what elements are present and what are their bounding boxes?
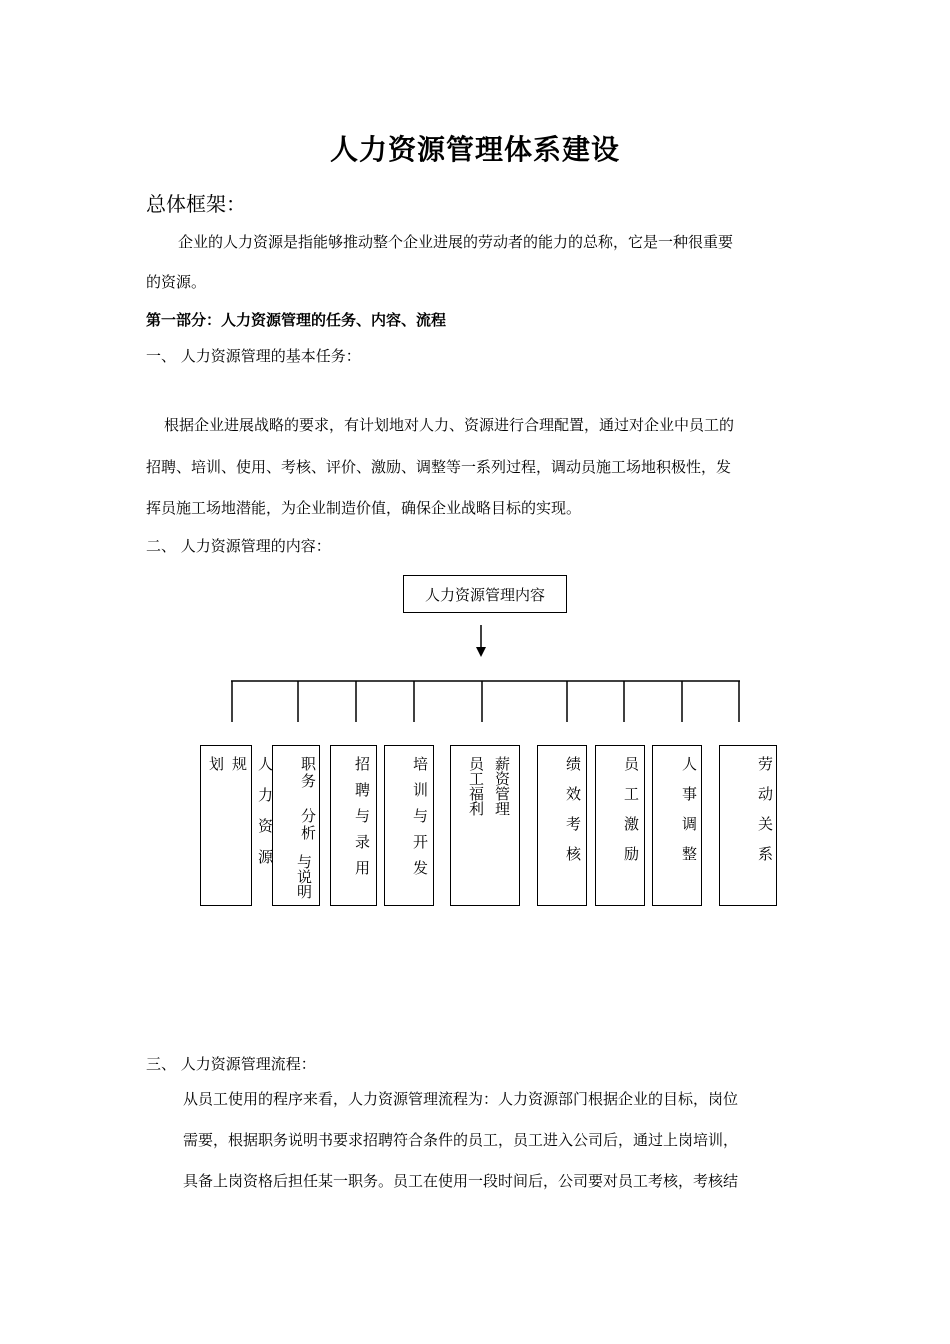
box-label-col-a: 人力资源规	[230, 756, 274, 880]
box-label: 员工激励	[622, 756, 640, 876]
box-label: 培训与开发	[411, 756, 429, 886]
box-label: 人事调整	[680, 756, 698, 876]
section-three-line-3: 具备上岗资格后担任某一职务。员工在使用一段时间后，公司要对员工考核，考核结	[183, 1172, 739, 1190]
section-one-line-2: 招聘、培训、使用、考核、评价、激励、调整等一系列过程，调动员施工场地积极性，发	[146, 458, 732, 476]
diagram-box-labor-relations	[719, 745, 777, 906]
diagram-box-performance	[537, 745, 587, 906]
box-label-col-b: 员工福利	[467, 756, 485, 816]
diagram-root-box: 人力资源管理内容	[403, 575, 567, 613]
section-three-line-2: 需要，根据职务说明书要求招聘符合条件的员工，员工进入公司后，通过上岗培训，	[183, 1131, 739, 1149]
intro-paragraph-line-1: 企业的人力资源是指能够推动整个企业进展的劳动者的能力的总称，它是一种很重要	[178, 233, 734, 251]
overall-framework-heading: 总体框架：	[146, 192, 246, 216]
box-label: 招聘与录用	[353, 756, 371, 886]
box-label-col-b: 分析	[299, 808, 317, 842]
diagram-box-hr-planning	[200, 745, 274, 906]
section-three-line-1: 从员工使用的程序来看，人力资源管理流程为：人力资源部门根据企业的目标，岗位	[183, 1090, 739, 1108]
diagram-box-job-analysis	[272, 745, 320, 906]
diagram-box-incentive	[595, 745, 645, 906]
section-one-line-3: 挥员施工场地潜能，为企业制造价值，确保企业战略目标的实现。	[146, 499, 582, 517]
box-label-col-a: 薪资管理	[493, 756, 511, 816]
section-three-heading: 三、 人力资源管理流程：	[146, 1055, 316, 1073]
diagram-box-compensation	[450, 745, 520, 906]
box-label: 劳动关系	[756, 756, 774, 876]
diagram-box-training	[384, 745, 434, 906]
box-label-col-c: 与说明	[295, 854, 313, 899]
section-one-line-1: 根据企业进展战略的要求，有计划地对人力、资源进行合理配置，通过对企业中员工的	[164, 416, 735, 434]
intro-paragraph-line-2: 的资源。	[146, 273, 207, 291]
document-title: 人力资源管理体系建设	[329, 133, 620, 166]
box-label: 绩效考核	[564, 756, 582, 876]
box-label-col-a: 职务	[299, 756, 317, 790]
section-one-heading: 一、 人力资源管理的基本任务：	[146, 347, 361, 365]
box-label-col-b: 划	[207, 756, 225, 771]
part-one-heading: 第一部分：人力资源管理的任务、内容、流程	[146, 311, 447, 329]
section-two-heading: 二、 人力资源管理的内容：	[146, 537, 331, 555]
diagram-box-personnel-adjustment	[652, 745, 702, 906]
diagram-box-recruitment	[330, 745, 377, 906]
